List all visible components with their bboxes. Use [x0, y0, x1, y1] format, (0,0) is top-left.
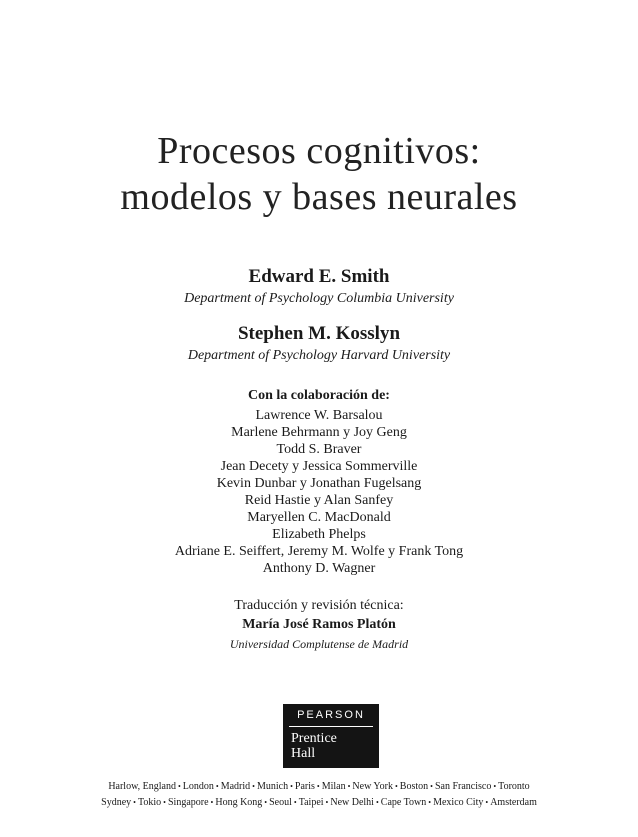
translation-heading: Traducción y revisión técnica: [234, 598, 404, 613]
city-name: Milan [321, 781, 346, 792]
city-separator: • [428, 798, 432, 807]
collaborator-name: Todd S. Braver [276, 442, 362, 457]
publisher-logo-imprint [291, 731, 337, 761]
translator-name: María José Ramos Platón [242, 617, 396, 632]
author-name-1: Edward E. Smith [248, 266, 390, 287]
collaborator-name: Anthony D. Wagner [262, 561, 376, 576]
collaborator-name: Adriane E. Seiffert, Jeremy M. Wolfe y Frank Tong [174, 544, 464, 559]
city-separator: • [210, 798, 214, 807]
city-name: Amsterdam [490, 797, 537, 808]
publisher-logo [283, 704, 379, 768]
publisher-cities-line-2 [0, 797, 638, 808]
city-separator: • [264, 798, 268, 807]
city-name: Hong Kong [215, 797, 263, 808]
publisher-logo-rule [289, 726, 373, 727]
city-name: San Francisco [434, 781, 492, 792]
book-title-line-1: Procesos cognitivos: [157, 130, 481, 172]
city-separator: • [316, 782, 320, 791]
author-affiliation-1: Department of Psychology Columbia University [184, 291, 454, 306]
collaborator-name: Marlene Behrmann y Joy Geng [231, 425, 407, 440]
publisher-logo-imprint-line-1: Prentice [291, 731, 337, 746]
collaboration-heading: Con la colaboración de: [248, 388, 390, 403]
collaborator-name: Elizabeth Phelps [272, 527, 366, 542]
city-name: Boston [399, 781, 429, 792]
city-name: Munich [256, 781, 289, 792]
city-separator: • [347, 782, 351, 791]
city-separator: • [163, 798, 166, 807]
publisher-logo-imprint-line-2: Hall [291, 746, 316, 761]
city-name: Toronto [498, 781, 530, 792]
city-name: London [182, 781, 214, 792]
collaborator-name: Lawrence W. Barsalou [255, 408, 383, 423]
author-name-2: Stephen M. Kosslyn [237, 323, 401, 344]
collaborator-name: Reid Hastie y Alan Sanfey [244, 493, 394, 508]
city-name: Harlow, England [108, 781, 176, 792]
book-title [0, 128, 638, 220]
collaborator-list [0, 407, 638, 577]
city-name: Tokio [137, 797, 162, 808]
city-name: Seoul [269, 797, 292, 808]
city-separator: • [177, 782, 181, 791]
city-separator: • [493, 782, 497, 791]
city-separator: • [215, 782, 219, 791]
city-name: Cape Town [380, 797, 427, 808]
city-separator: • [293, 798, 297, 807]
city-name: Singapore [167, 797, 209, 808]
author-affiliation-2: Department of Psychology Harvard University [187, 348, 451, 363]
city-separator: • [133, 798, 136, 807]
city-separator: • [430, 782, 433, 791]
collaborator-name: Kevin Dunbar y Jonathan Fugelsang [216, 476, 422, 491]
city-separator: • [290, 782, 293, 791]
publisher-cities-line-1 [0, 781, 638, 792]
city-name: Sydney [101, 797, 132, 808]
city-separator: • [394, 782, 398, 791]
collaborator-name: Jean Decety y Jessica Sommerville [220, 459, 418, 474]
publisher-logo-wordmark: PEARSON [297, 709, 365, 721]
city-name: Taipei [298, 797, 324, 808]
city-name: Mexico City [433, 797, 484, 808]
city-name: Madrid [220, 781, 251, 792]
city-separator: • [375, 798, 379, 807]
book-title-line-2: modelos y bases neurales [120, 176, 518, 218]
city-name: New York [352, 781, 393, 792]
city-separator: • [325, 798, 329, 807]
city-name: New Delhi [330, 797, 374, 808]
city-separator: • [485, 798, 489, 807]
city-name: Paris [294, 781, 315, 792]
city-separator: • [252, 782, 255, 791]
translator-affiliation: Universidad Complutense de Madrid [229, 637, 409, 651]
collaborator-name: Maryellen C. MacDonald [247, 510, 391, 525]
